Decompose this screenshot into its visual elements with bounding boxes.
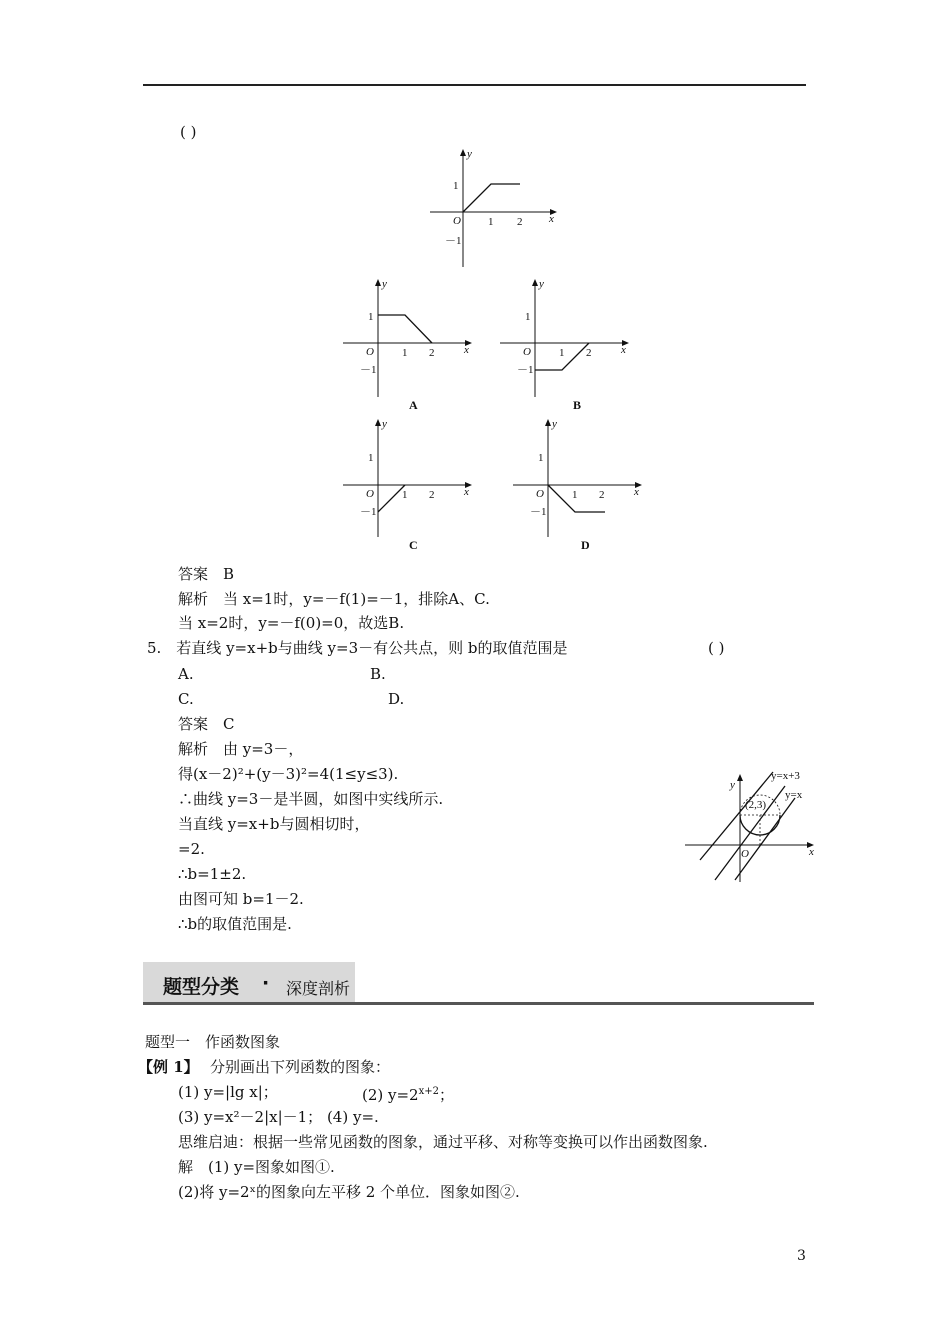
svg-text:O: O: [741, 848, 749, 860]
svg-text:O: O: [366, 346, 374, 358]
option-graph-d: [510, 415, 650, 540]
q5-analysis-8: ∴b的取值范围是.: [178, 915, 292, 933]
svg-text:2: 2: [599, 489, 605, 501]
svg-text:y=x: y=x: [785, 789, 803, 801]
section-heading: 题型一 作函数图象: [145, 1033, 281, 1051]
example-text: 分别画出下列函数的图象：: [210, 1058, 391, 1076]
function-1: (1) y=|lg x|；: [178, 1083, 278, 1101]
svg-text:－1: －1: [517, 364, 534, 376]
tick-label-1: 1: [488, 216, 494, 228]
banner-title: 题型分类: [163, 976, 240, 998]
q5-figure: [685, 770, 820, 885]
q5-analysis-5: =2.: [178, 840, 205, 858]
graph-label-d: D: [581, 538, 590, 552]
svg-text:y: y: [539, 278, 544, 290]
q5-answer: 答案 C: [178, 715, 235, 733]
example-tag: 【例 1】: [138, 1058, 199, 1076]
q4-analysis: 解析 当 x=1时，y=－f(1)=－1，排除A、C.: [178, 590, 490, 608]
svg-text:x: x: [464, 486, 469, 498]
y-axis-label: y: [467, 148, 472, 160]
section-banner-line: [143, 1002, 814, 1005]
option-graph-c: [340, 415, 480, 540]
svg-text:x: x: [621, 344, 626, 356]
svg-text:1: 1: [525, 311, 531, 323]
q4-analysis-2: 当 x=2时，y=－f(0)=0，故选B.: [178, 614, 405, 632]
q5-option-d: D.: [388, 690, 405, 708]
svg-text:1: 1: [402, 347, 408, 359]
solution-2: (2)将 y=2ˣ的图象向左平移 2 个单位．图象如图②.: [178, 1183, 520, 1201]
q4-answer: 答案 B: [178, 565, 235, 583]
svg-text:2: 2: [429, 489, 435, 501]
q5-option-c: C.: [178, 690, 194, 708]
svg-text:2: 2: [429, 347, 435, 359]
q4-bracket: ( ): [180, 123, 197, 141]
q5-option-a: A.: [178, 665, 194, 683]
svg-text:(2,3): (2,3): [745, 799, 767, 811]
svg-text:1: 1: [559, 347, 565, 359]
svg-text:y=x+3: y=x+3: [771, 770, 800, 782]
banner-dot: ·: [262, 972, 270, 994]
functions-3-4: (3) y=x²－2|x|－1； (4) y=.: [178, 1108, 379, 1126]
tick-label-1: 1: [453, 180, 459, 192]
function-2: (2) $y=2^{x+2}$；: [362, 1086, 455, 1104]
svg-text:x: x: [464, 344, 469, 356]
hint: 思维启迪：根据一些常见函数的图象，通过平移、对称等变换可以作出函数图象.: [178, 1133, 708, 1151]
svg-text:2: 2: [586, 347, 592, 359]
svg-text:x: x: [634, 486, 639, 498]
q5-bracket: ( ): [708, 639, 725, 657]
svg-text:－1: －1: [530, 506, 547, 518]
svg-text:y: y: [382, 278, 387, 290]
svg-text:O: O: [536, 488, 544, 500]
svg-text:O: O: [523, 346, 531, 358]
main-graph: [425, 145, 565, 270]
header-rule: [143, 84, 806, 86]
svg-text:y: y: [382, 418, 387, 430]
origin-label: O: [453, 215, 461, 227]
svg-text:1: 1: [538, 452, 544, 464]
q5-option-b: B.: [370, 665, 386, 683]
q5-analysis-7: 由图可知 b=1－2.: [178, 890, 304, 908]
q5-analysis-4: 当直线 y=x+b与圆相切时，: [178, 815, 370, 833]
tick-label-2: 2: [517, 216, 523, 228]
svg-text:x: x: [809, 846, 814, 858]
svg-text:1: 1: [572, 489, 578, 501]
tick-label-neg1: －1: [445, 235, 462, 247]
option-graph-a: [340, 275, 480, 400]
graph-label-a: A: [409, 398, 418, 412]
svg-text:1: 1: [402, 489, 408, 501]
svg-text:1: 1: [368, 452, 374, 464]
graph-label-b: B: [573, 398, 582, 412]
svg-text:O: O: [366, 488, 374, 500]
q5-analysis-2: 得(x－2)²+(y－3)²=4(1≤y≤3).: [178, 765, 399, 783]
q5-analysis-6: ∴b=1±2.: [178, 865, 247, 883]
q5-analysis-1: 解析 由 y=3－，: [178, 740, 304, 758]
solution-1: 解 (1) y=图象如图①.: [178, 1158, 335, 1176]
q5-stem: 5. 若直线 y=x+b与曲线 y=3－有公共点，则 b的取值范围是: [147, 639, 568, 657]
graph-label-c: C: [409, 538, 418, 552]
banner-subtitle: 深度剖析: [286, 979, 351, 998]
svg-text:－1: －1: [360, 364, 377, 376]
page-number: 3: [797, 1248, 806, 1264]
svg-text:－1: －1: [360, 506, 377, 518]
svg-text:y: y: [730, 779, 735, 791]
svg-text:y: y: [552, 418, 557, 430]
q5-analysis-3: ∴曲线 y=3－是半圆，如图中实线所示.: [178, 790, 444, 808]
option-graph-b: [497, 275, 637, 400]
svg-text:1: 1: [368, 311, 374, 323]
x-axis-label: x: [549, 213, 554, 225]
